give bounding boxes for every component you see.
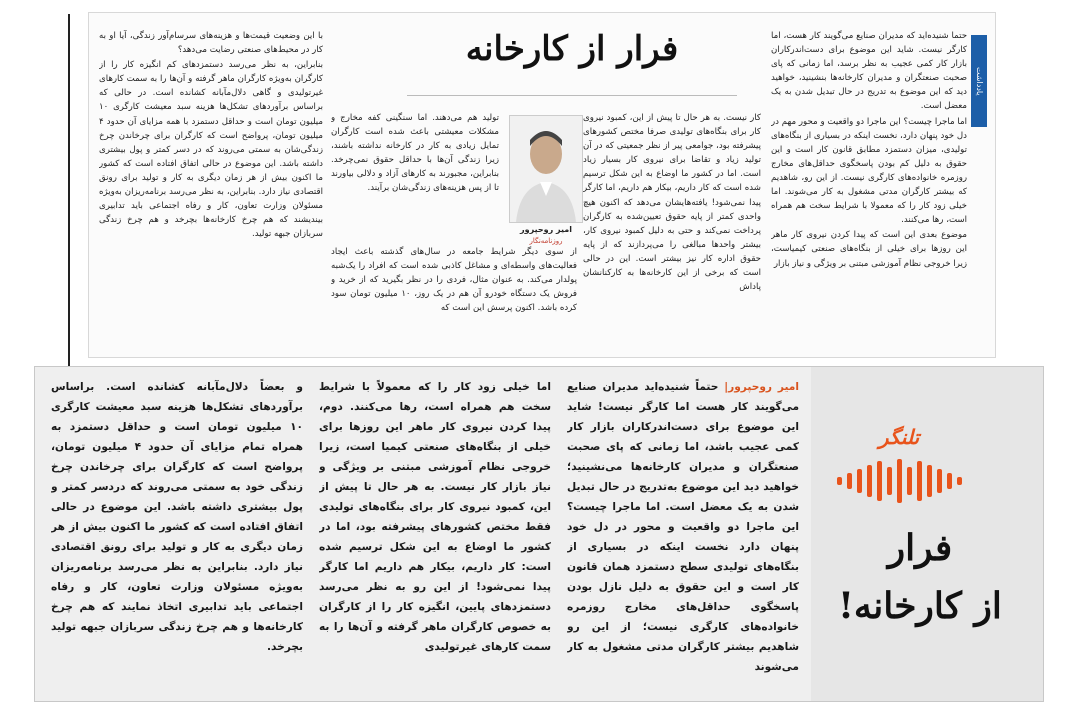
- note-tag: یادداشت: [971, 35, 987, 127]
- sound-wave-icon: [835, 459, 965, 503]
- newspaper-clipping-bottom: [34, 366, 1044, 702]
- feature-title-line: از کارخانه!: [838, 585, 1002, 627]
- article-column-2: [583, 111, 761, 351]
- article-column-3b: [331, 245, 577, 351]
- article-column-4: [99, 29, 323, 351]
- feature-title: [825, 519, 1015, 635]
- paragraph: با این وضعیت قیمت‌ها و هزینه‌های سرسام‌آور زندگی، آیا او به کار در محیط‌های صنعتی رضایت می‌دهد؟: [99, 31, 323, 56]
- feature-column-2: [319, 377, 551, 697]
- feature-title-line: فرار: [887, 527, 953, 569]
- paragraph: حتما شنیده‌اید که مدیران صنایع می‌گویند کار هست، اما کارگر نیست. شاید این موضوع برای دست‌اندرکاران بازار کار کمی عجیب به نظر برسد، اما زمانی که پای صحبت صنعتگران و مدیران کارخانه‌ها بنشینید، خواهید دید که این موضوع به تدریج در حال تبدیل شدن به یک معضل است.: [771, 31, 967, 112]
- divider-line: [68, 14, 70, 366]
- feature-column-3: [51, 377, 303, 697]
- feature-column-1: [567, 377, 799, 697]
- brand-logo: تلنگر: [878, 425, 920, 449]
- title-divider: [407, 95, 737, 96]
- author-name: امیر روحپرور: [520, 225, 572, 234]
- paragraph: موضوع بعدی این است که پیدا کردن نیروی کار ماهر این روزها برای خیلی از بنگاه‌های صنعتی کیمیاست، زیرا خروجی نظام آموزشی مبتنی بر ویژگی و نیاز بازار: [771, 230, 967, 269]
- author-photo: [509, 115, 583, 223]
- paragraph: و بعضاً دلال‌مآبانه کشانده است. براساس برآوردهای تشکل‌ها هزینه سبد معیشت کارگری ۱۰ میلیون تومان است و حداقل دستمزد به همراه تمام مزایای آن حدود ۴ میلیون تومان، پرواضح است که کارگران برای چرخاندن چرخ زندگی خود به سمتی می‌روند که دردسر کمتر و پول بیشتری داشته باشد. این موضوع در حالی اتفاق افتاده است که کشور ما اکنون بیش از هر زمان دیگری به کار و تولید برای رونق اقتصادی نیاز دارد. بنابراین به نظر می‌رسد برنامه‌ریزان به‌ویژه مسئولان وزارت تعاون، کار و رفاه اجتماعی باید تدابیری اتخاذ نمایند که هم چرخ کارخانه‌ها و هم چرخ زندگی سربازان جبهه تولید بچرخد.: [51, 381, 303, 653]
- article-column-1: [771, 29, 967, 351]
- portrait-icon: [510, 116, 582, 222]
- article-column-3a: [331, 111, 499, 207]
- newspaper-clipping-top: [88, 12, 996, 358]
- paragraph: بنابراین، به نظر می‌رسد دستمزدهای کم انگیزه کار را از کارگران به‌ویژه کارگران ماهر گرفته و آن‌ها را به سمت کارهای غیرتولیدی و گاهی دلال‌مآبانه کشانده است. در حالی که براساس برآوردهای تشکل‌ها هزینه سبد معیشت کارگری ۱۰ میلیون تومان است و حداقل دستمزد با همه مزایای آن حدود ۴ میلیون تومان، پرواضح است که کارگران برای چرخاندن چرخ زندگی‌شان به سمتی می‌روند که در دسر کمتر و پول بیشتری داشته باشد. این موضوع در حالی اتفاق افتاده است که کشور ما اکنون بیش از هر زمان دیگری به کار و تولید برای رونق اقتصادی نیاز دارد. بنابراین، به نظر می‌رسد برنامه‌ریزان به‌ویژه مسئولان وزارت تعاون، کار و رفاه اجتماعی باید تدابیری بیندیشند که هم چرخ کارخانه‌ها بچرخد و هم چرخ زندگی سربازان جبهه تولید.: [99, 60, 323, 240]
- paragraph: اما ماجرا چیست؟ این ماجرا دو واقعیت و محور مهم در دل خود پنهان دارد، نخست اینکه در بسیاری از بنگاه‌های تولیدی، میزان دستمزد مطابق قانون کار است و این حقوق به دلیل کم بودن پاسخگوی حداقل‌های مخارج روزمره خانواده‌های کارگری نیست. از این رو، شاهدیم که بیشتر کارگران مدتی مشغول به کار می‌شوند. اما خیلی زود کار را که معمولا با شرایط سخت هم همراه است، رها می‌کنند.: [771, 116, 967, 226]
- paragraph: تولید هم می‌دهند. اما سنگینی کفه مخارج و مشکلات معیشتی باعث شده است کارگران تمایل زیادی به کار در کارخانه نداشته باشند، زیرا زندگی آن‌ها با حداقل حقوق نمی‌چرخد. بنابراین، مجبورند به کارهای آزاد و دلالی بیاورند تا از پس هزینه‌های زندگی‌شان برآیند.: [331, 113, 499, 194]
- author-name: امیر روحپرور|: [724, 381, 799, 393]
- paragraph: حتماً شنیده‌اید مدیران صنایع می‌گویند کار هست اما کارگر نیست! شاید این موضوع برای دست‌اندرکاران بازار کار کمی عجیب باشد، اما زمانی که پای صحبت صنعتگران و مدیران کارخانه‌ها می‌نشینید؛ خواهید دید این موضوع به‌تدریج در حال تبدیل شدن به یک معضل است. اما ماجرا چیست؟ این ماجرا دو واقعیت و محور در دل خود پنهان دارد نخست اینکه در بسیاری از بنگاه‌های تولیدی سطح دستمزد همان قانون کار است و این حقوق به دلیل نازل بودن پاسخگوی حداقل‌های مخارج روزمره خانواده‌های کارگری نیست؛ از این رو شاهدیم بیشتر کارگران مدتی مشغول به کار می‌شوند: [567, 381, 799, 673]
- author-role: روزنامه‌نگار: [529, 237, 563, 245]
- paragraph: از سوی دیگر شرایط جامعه در سال‌های گذشته باعث ایجاد فعالیت‌های واسطه‌ای و مشاغل کاذبی شده است که افراد را یک‌شبه پولدار می‌کند. به عنوان مثال، فردی را در نظر بگیرید که از خرید و فروش یک دستگاه خودرو آن هم در یک روز، ۱۰ میلیون تومان سود کرده باشد. اکنون پرسش این است که: [331, 247, 577, 314]
- paragraph: اما خیلی زود کار را که معمولاً با شرایط سخت هم همراه است، رها می‌کنند. دوم، پیدا کردن نیروی کار ماهر این روزها برای خیلی از بنگاه‌های صنعتی کیمیا است، زیرا خروجی نظام آموزشی مبتنی بر ویژگی و نیاز بازار کار نیست. به هر حال تا پیش از این، کمبود نیروی کار برای بنگاه‌های تولیدی فقط مختص کشورهای پیشرفته بود، اما در کشور ما اوضاع به این شکل ترسیم شده است: کار داریم، بیکار هم داریم اما کارگر پیدا نمی‌شود! از این رو به نظر می‌رسد دستمزدهای پایین، انگیزه کار را از کارگران به خصوص کارگران ماهر گرفته و آن‌ها را به سمت کارهای غیرتولیدی: [319, 381, 551, 653]
- title-panel: [811, 367, 1043, 701]
- article-title: فرار از کارخانه: [465, 29, 679, 69]
- paragraph: کار نیست. به هر حال تا پیش از این، کمبود نیروی کار برای بنگاه‌های تولیدی صرفا مختص کشورهای پیشرفته بود، جوامعی پیر از نظر جمعیتی که در آن تولید زیاد و تقاضا برای نیروی کار بسیار زیاد است. اما در کشور ما اوضاع به این شکل ترسیم شده است که کار داریم، بیکار هم داریم، اما کارگر پیدا نمی‌شود! یافته‌هایشان می‌دهد که اکنون هیچ واحدی کمتر از پایه حقوق تعیین‌شده به کارگران پرداخت نمی‌کند و حتی به دلیل کمبود نیروی کار، بیشتر واحدها مبالغی را می‌پردازند که از پایه حقوق اداره کار نیز بیشتر است. این در حالی است که برخی از این کارخانه‌ها به کارکنانشان پاداش: [583, 113, 761, 293]
